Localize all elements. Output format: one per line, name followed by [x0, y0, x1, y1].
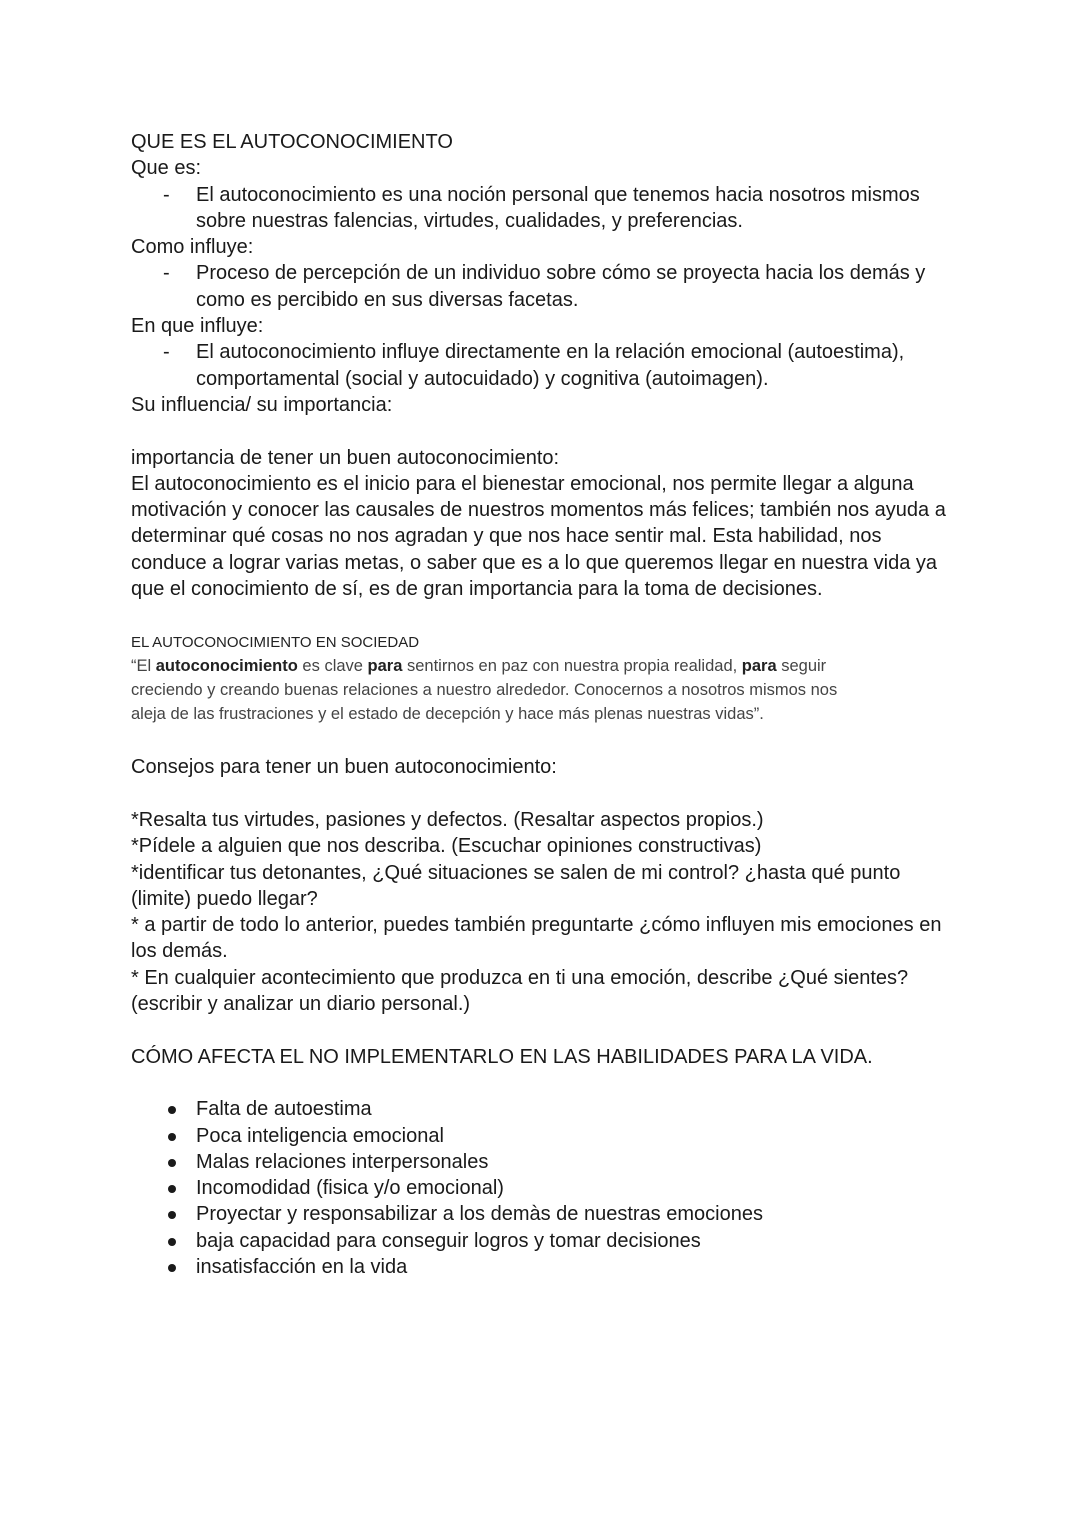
sociedad-heading: EL AUTOCONOCIMIENTO EN SOCIEDAD: [131, 634, 420, 652]
importancia-line: motivación y conocer las causales de nuestros momentos más felices; también nos ayuda a: [131, 499, 946, 522]
dash-marker: -: [163, 341, 170, 364]
consejo-line: *Resalta tus virtudes, pasiones y defectos. (Resaltar aspectos propios.): [131, 808, 764, 831]
bullet-icon: [168, 1264, 176, 1272]
en-que-influye-line: comportamental (social y autocuidado) y cognitiva (autoimagen).: [196, 367, 769, 390]
main-heading: QUE ES EL AUTOCONOCIMIENTO: [131, 131, 453, 153]
dash-marker: -: [163, 183, 170, 206]
que-es-line: sobre nuestras falencias, virtudes, cualidades, y preferencias.: [196, 209, 743, 232]
quote-bold: para: [741, 657, 777, 676]
list-item: [131, 1228, 961, 1254]
en-que-influye-line: El autoconocimiento influye directamente en la relación emocional (autoestima),: [196, 341, 905, 364]
list-item-text: insatisfacción en la vida: [196, 1255, 408, 1278]
list-item-text: Proyectar y responsabilizar a los demàs de nuestras emociones: [196, 1203, 763, 1226]
quote-line: creciendo y creando buenas relaciones a nuestro alrededor. Conocernos a nosotros mismos nos: [131, 681, 838, 700]
consejo-line: *identificar tus detonantes, ¿Qué situaciones se salen de mi control? ¿hasta qué punto: [131, 861, 901, 884]
list-item: [131, 1096, 961, 1122]
su-influencia-label: Su influencia/ su importancia:: [131, 393, 393, 416]
como-influye-line: Proceso de percepción de un individuo sobre cómo se proyecta hacia los demás y: [196, 262, 926, 285]
quote-text: es clave: [297, 657, 368, 676]
que-es-item: [131, 182, 961, 235]
list-item-text: baja capacidad para conseguir logros y tomar decisiones: [196, 1229, 701, 1252]
importancia-line: conduce a lograr varias metas, o saber que es a lo que queremos llegar en nuestra vida ya: [131, 551, 938, 574]
quote-line: [131, 654, 961, 678]
sociedad-quote: [131, 654, 961, 726]
quote-bold: autoconocimiento: [155, 657, 298, 676]
bullet-icon: [168, 1133, 176, 1141]
consejo-line: (limite) puedo llegar?: [131, 887, 318, 910]
como-influye-line: como es percibido en sus diversas facetas.: [196, 288, 579, 311]
list-item: [131, 1123, 961, 1149]
quote-line: aleja de las frustraciones y el estado de decepción y hace más plenas nuestras vidas”.: [131, 705, 764, 724]
importancia-line: El autoconocimiento es el inicio para el bienestar emocional, nos permite llegar a alguna: [131, 472, 914, 495]
quote-bold: para: [367, 657, 403, 676]
consejo-line: (escribir y analizar un diario personal.): [131, 993, 471, 1016]
spacer: [131, 726, 961, 754]
consejo-line: *Pídele a alguien que nos describa. (Escuchar opiniones constructivas): [131, 835, 762, 858]
document-page: [131, 129, 961, 1280]
en-que-influye-item: [131, 339, 961, 392]
bullet-icon: [168, 1159, 176, 1167]
afecta-heading: CÓMO AFECTA EL NO IMPLEMENTARLO EN LAS HABILIDADES PARA LA VIDA.: [131, 1045, 873, 1068]
como-influye-item: [131, 260, 961, 313]
que-es-line: El autoconocimiento es una noción personal que tenemos hacia nosotros mismos: [196, 183, 920, 206]
importancia-label: importancia de tener un buen autoconocimiento:: [131, 446, 560, 469]
consejos-label: Consejos para tener un buen autoconocimiento:: [131, 756, 557, 779]
importancia-line: que el conocimiento de sí, es de gran importancia para la toma de decisiones.: [131, 578, 823, 601]
quote-open: “El: [131, 657, 156, 676]
afecta-list: [131, 1096, 961, 1280]
quote-text: sentirnos en paz con nuestra propia realidad,: [402, 657, 742, 676]
consejo-line: * a partir de todo lo anterior, puedes también preguntarte ¿cómo influyen mis emociones en: [131, 914, 942, 937]
consejo-line: * En cualquier acontecimiento que produzca en ti una emoción, describe ¿Qué sientes?: [131, 966, 909, 989]
dash-marker: -: [163, 262, 170, 285]
que-es-label: Que es:: [131, 157, 202, 180]
bullet-icon: [168, 1238, 176, 1246]
list-item: [131, 1254, 961, 1280]
en-que-influye-label: En que influye:: [131, 315, 264, 338]
spacer: [131, 1017, 961, 1043]
importancia-line: determinar qué cosas no nos agradan y que nos hace sentir mal. Esta habilidad, nos: [131, 525, 882, 548]
list-item-text: Incomodidad (fisica y/o emocional): [196, 1177, 504, 1200]
spacer: [131, 781, 961, 807]
spacer: [131, 418, 961, 444]
list-item-text: Malas relaciones interpersonales: [196, 1150, 489, 1173]
quote-text: seguir: [776, 657, 827, 676]
list-item-text: Falta de autoestima: [196, 1098, 372, 1121]
list-item: [131, 1175, 961, 1201]
bullet-icon: [168, 1185, 176, 1193]
list-item: [131, 1201, 961, 1227]
spacer: [131, 1070, 961, 1096]
list-item-text: Poca inteligencia emocional: [196, 1124, 444, 1147]
como-influye-label: Como influye:: [131, 236, 254, 259]
consejo-line: los demás.: [131, 940, 228, 963]
bullet-icon: [168, 1211, 176, 1219]
bullet-icon: [168, 1106, 176, 1114]
list-item: [131, 1149, 961, 1175]
